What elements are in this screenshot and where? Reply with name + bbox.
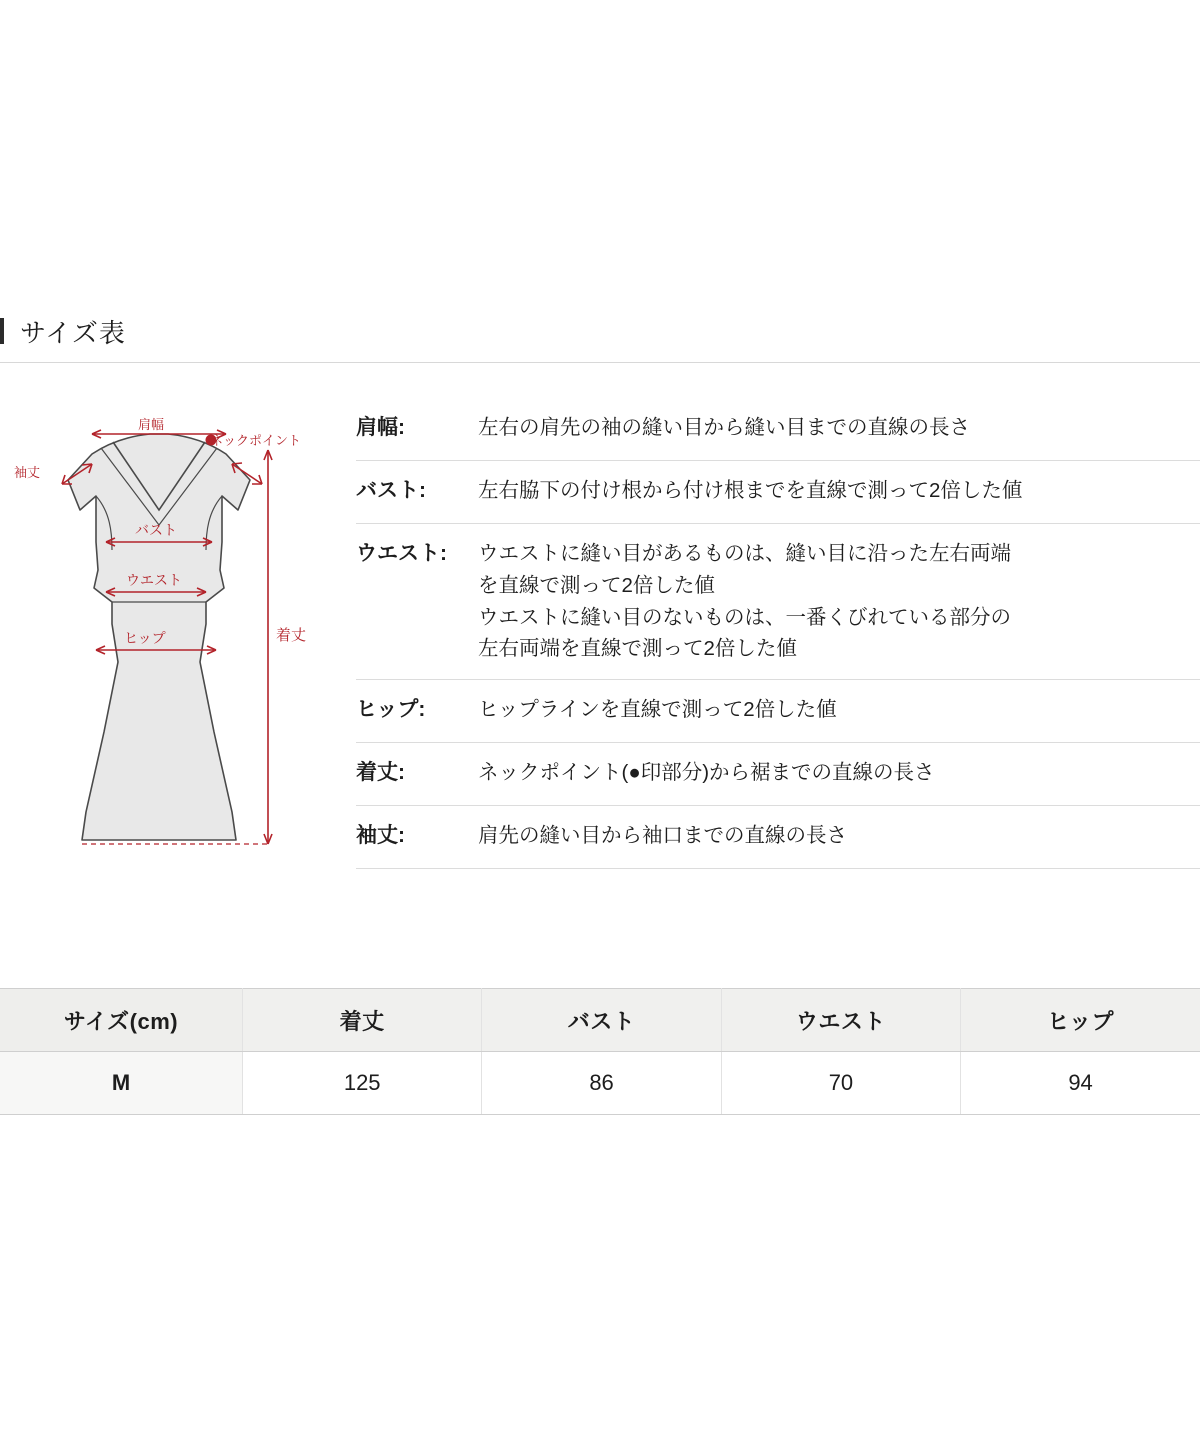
definition-line: ウエストに縫い目があるものは、縫い目に沿った左右両端 [478, 542, 1011, 565]
definition-line: 左右脇下の付け根から付け根までを直線で測って2倍した値 [478, 479, 1023, 502]
definition-description [478, 820, 1200, 852]
definition-row-hip [356, 680, 1200, 743]
table-cell-bust: 86 [482, 1052, 721, 1115]
definition-description [478, 538, 1200, 665]
label-dress-length: 着丈 [276, 627, 307, 644]
table-cell-length: 125 [243, 1052, 482, 1115]
definition-line: 左右の肩先の袖の縫い目から縫い目までの直線の長さ [478, 416, 970, 439]
definition-term: ウエスト: [356, 542, 447, 565]
definition-row-sleeve [356, 806, 1200, 869]
label-neck-point: ネックポイント [210, 433, 302, 448]
label-sleeve-length: 袖丈 [14, 465, 41, 480]
definition-description [478, 694, 1200, 726]
size-table [0, 988, 1200, 1115]
definition-description [478, 475, 1200, 507]
definition-line: ネックポイント(●印部分)から裾までの直線の長さ [478, 761, 935, 785]
title-accent-bar [0, 318, 4, 344]
label-bust: バスト [135, 522, 177, 538]
label-waist: ウエスト [126, 572, 182, 588]
size-table-head [0, 989, 1200, 1052]
table-cell-hip: 94 [961, 1052, 1200, 1115]
table-header-cell: ウエスト [721, 989, 960, 1052]
table-row [0, 1052, 1200, 1115]
table-cell-waist: 70 [721, 1052, 960, 1115]
table-header-cell: サイズ(cm) [0, 989, 243, 1052]
dress-illustration-svg [0, 392, 340, 912]
definition-row-waist [356, 524, 1200, 680]
table-header-row [0, 989, 1200, 1052]
table-header-cell: バスト [482, 989, 721, 1052]
table-header-cell: ヒップ [961, 989, 1200, 1052]
definition-term: 袖丈: [356, 824, 405, 848]
page-title: サイズ表 [20, 317, 126, 348]
definition-term: 肩幅: [356, 416, 405, 439]
definition-line: を直線で測って2倍した値 [478, 573, 715, 597]
definition-line: ウエストに縫い目のないものは、一番くびれている部分の [478, 605, 1011, 629]
label-shoulder: 肩幅 [138, 417, 165, 432]
size-table-body [0, 1052, 1200, 1115]
table-header-cell: 着丈 [243, 989, 482, 1052]
definition-term: バスト: [356, 479, 426, 502]
definition-line: 肩先の縫い目から袖口までの直線の長さ [478, 824, 847, 848]
measurement-definitions [356, 398, 1200, 869]
label-hip: ヒップ [124, 630, 166, 646]
definition-row-length [356, 743, 1200, 806]
table-cell-size: M [0, 1052, 243, 1115]
dress-diagram [0, 392, 340, 912]
definition-row-bust [356, 461, 1200, 524]
definition-line: 左右両端を直線で測って2倍した値 [478, 637, 797, 661]
definition-term: ヒップ: [356, 698, 426, 722]
definition-description [478, 412, 1200, 444]
definition-row-shoulder [356, 398, 1200, 461]
definition-line: ヒップラインを直線で測って2倍した値 [478, 698, 837, 722]
definition-description [478, 757, 1200, 789]
definition-term: 着丈: [356, 761, 405, 785]
section-header [0, 300, 1200, 363]
